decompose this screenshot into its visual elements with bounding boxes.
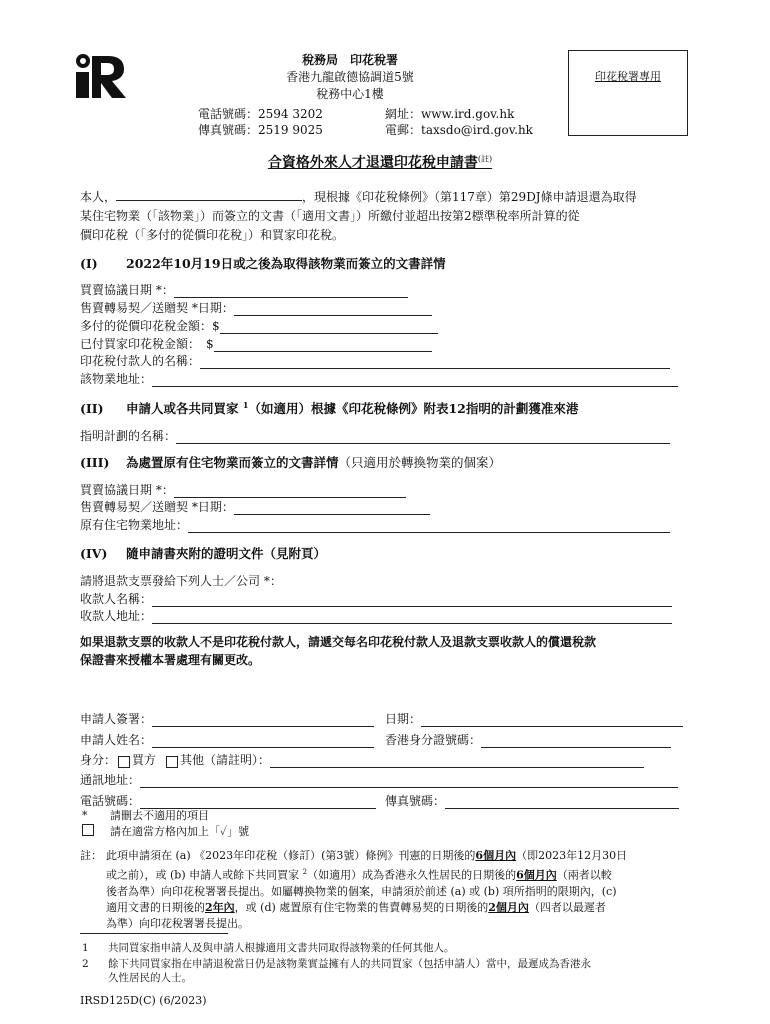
office-use-label: 印花稅署專用 [595, 70, 661, 83]
buyer-label: 買方 [132, 753, 157, 767]
payee-name [80, 590, 672, 607]
hkid-field [385, 731, 671, 748]
s3-original-address-input[interactable] [188, 520, 670, 533]
s1-agreement-date-input[interactable] [174, 285, 408, 298]
s1-payer-name-input[interactable] [200, 356, 670, 369]
applicant-fax-input[interactable] [445, 796, 679, 809]
s1-payer-name [80, 352, 670, 369]
payee-warning-line-1: 如果退款支票的收款人不是印花稅付款人，請遞交每名印花稅付款人及退款支票收款人的償還稅款 [80, 635, 597, 649]
note-line-2 [106, 864, 696, 884]
section-2-heading [80, 399, 578, 417]
s1-property-address-label: 該物業地址： [80, 372, 153, 386]
signature-label: 申請人簽署： [80, 712, 153, 726]
s3-assignment-date-label: 售賣轉易契／送贈契 *日期： [80, 500, 234, 514]
s1-assignment-date-input[interactable] [234, 303, 432, 316]
s1-agreement-date [80, 281, 408, 298]
note-line-2-c: （兩者以較 [556, 868, 612, 882]
section-2-title-b: （如適用）根據《印花稅條例》附表12指明的計劃獲准來港 [248, 401, 579, 416]
department-name: 稅務局 印花稅署 [301, 53, 398, 67]
s1-property-address-input[interactable] [152, 374, 678, 387]
note-label: 註： [80, 849, 102, 862]
applicant-fax-label: 傳真號碼： [385, 794, 446, 808]
legend-box-text: 請在適當方格內加上「✓」號 [110, 825, 250, 838]
section-2-title-a: 申請人或各共同買家 [126, 401, 243, 416]
section-3-title: 為處置原有住宅物業而簽立的文書詳情 [126, 455, 339, 470]
note-line-5: 為準）向印花稅署署長提出。 [106, 916, 249, 930]
buyer-checkbox[interactable] [118, 756, 130, 768]
note-line-4-b: ，或 (d) 處置原有住宅物業的售賣轉易契的日期後的 [234, 900, 489, 914]
intro-line-2: 某住宅物業（「該物業」）而簽立的文書（「適用文書」）所繳付並超出按第2標準稅率所計算的從 [80, 209, 580, 223]
s3-agreement-date [80, 481, 406, 498]
footnote-1-number: 1 [82, 942, 89, 954]
other-specify-input[interactable] [270, 755, 644, 768]
applicant-fax-field [385, 792, 679, 809]
note-line-4-deadline-2: 2個月內 [488, 900, 529, 914]
payee-name-label: 收款人名稱： [80, 592, 153, 606]
note-line-3: 後者為準）向印花稅署署長提出。如屬轉換物業的個案，申請須於前述 (a) 或 (b) 項所指明的限期內，(c) [106, 884, 617, 898]
section-4-title: 隨申請書夾附的證明文件（見附頁） [126, 546, 327, 561]
capacity-label: 身分： [80, 753, 117, 767]
footnote-2-mark: 2 [302, 868, 308, 876]
s1-assignment-date-label: 售賣轉易契／送贈契 *日期： [80, 301, 234, 315]
email: 電郵：taxsdo@ird.gov.hk [385, 123, 533, 137]
applicant-phone-label: 電話號碼： [80, 794, 141, 808]
applicant-name-input[interactable] [152, 735, 374, 748]
s2-scheme-name [80, 427, 670, 444]
footnote-1-text: 共同買家指申請人及與申請人根據適用文書共同取得該物業的任何其他人。 [108, 942, 455, 954]
form-title-text: 合資格外來人才退還印花稅申請書 [267, 155, 478, 171]
note-line-1 [106, 848, 696, 864]
capacity-field [80, 751, 644, 768]
s1-assignment-date [80, 299, 432, 316]
section-3-number: (III) [80, 455, 110, 470]
office-use-box [568, 50, 688, 136]
section-4-heading [80, 544, 326, 562]
form-title [200, 152, 560, 172]
s2-scheme-name-input[interactable] [176, 431, 670, 444]
footnote-2-line-1: 餘下共同買家指在申請退稅當日仍是該物業實益擁有人的共同買家（包括申請人）當中，最遲成為香港永 [108, 958, 591, 970]
s1-bsd-paid [80, 335, 432, 352]
payee-warning-line-2: 保證書來授權本署處理有關更改。 [80, 653, 261, 667]
s3-original-address-label: 原有住宅物業地址： [80, 518, 189, 532]
note-line-4-a: 適用文書的日期後的 [106, 900, 205, 914]
intro-line-1 [80, 188, 637, 207]
s1-overpaid-duty [80, 317, 438, 334]
note-line-4-deadline: 2年內 [205, 900, 235, 914]
signature-field [80, 710, 374, 727]
website: 網址：www.ird.gov.hk [385, 107, 515, 121]
footnote-2-number: 2 [82, 958, 89, 970]
s3-assignment-date [80, 498, 430, 515]
s1-bsd-paid-label: 已付買家印花稅金額： $ [80, 337, 214, 351]
note-line-2-a: 或之前），或 (b) 申請人或餘下共同買家 [106, 868, 303, 882]
note-line-2-b: （如適用）成為香港永久性居民的日期後的 [307, 868, 517, 882]
payee-address-input[interactable] [152, 611, 672, 624]
correspondence-address-label: 通訊地址： [80, 773, 141, 787]
footnote-2-line-2: 久性居民的人士。 [108, 972, 192, 984]
section-2-number: (II) [80, 401, 104, 416]
applicant-name-blank[interactable] [116, 188, 302, 201]
note-line-1-deadline: 6個月內 [475, 849, 517, 862]
other-label: 其他（請註明）： [180, 753, 271, 767]
correspondence-address-field [80, 771, 678, 788]
hkid-input[interactable] [481, 735, 671, 748]
s1-property-address [80, 370, 678, 387]
hkid-label: 香港身分證號碼： [385, 733, 482, 747]
address-line-1: 香港九龍啟德協調道5號 [286, 70, 414, 84]
section-1-heading [80, 254, 446, 272]
footnote-1-mark: 1 [242, 399, 249, 410]
note-line-4 [106, 900, 696, 916]
section-3-note: （只適用於轉換物業的個案） [338, 455, 502, 470]
intro-prefix: 本人， [80, 190, 117, 204]
s1-overpaid-duty-input[interactable] [220, 321, 438, 334]
payee-intro: 請將退款支票發給下列人士／公司 *： [80, 574, 282, 588]
header-address-block [200, 52, 500, 103]
s3-original-address [80, 516, 670, 533]
payee-name-input[interactable] [152, 594, 672, 607]
intro-suffix: ，現根據《印花稅條例》（第117章）第29DJ條申請退還為取得 [302, 190, 637, 204]
section-1-number: (I) [80, 256, 98, 271]
fax-number: 傳真號碼：2519 9025 [198, 123, 323, 137]
legend-star-text: 請刪去不適用的項目 [110, 809, 209, 822]
applicant-name-label: 申請人姓名： [80, 733, 153, 747]
date-label: 日期： [385, 712, 422, 726]
address-line-2: 稅務中心1樓 [316, 87, 384, 101]
legend-star-mark: * [82, 809, 88, 822]
other-checkbox[interactable] [166, 756, 178, 768]
s3-assignment-date-input[interactable] [234, 502, 430, 515]
applicant-phone-field [80, 792, 376, 809]
payee-address-label: 收款人地址： [80, 609, 153, 623]
legend-box [80, 824, 96, 840]
section-3-heading [80, 453, 501, 471]
date-field [385, 710, 683, 727]
s1-bsd-paid-input[interactable] [214, 339, 432, 352]
correspondence-address-input[interactable] [140, 775, 678, 788]
intro-line-3: 價印花稅（「多付的從價印花稅」）和買家印花稅。 [80, 228, 345, 242]
ird-logo [74, 52, 126, 98]
note-line-1-a: 此項申請須在 (a) 《2023年印花稅（修訂）(第3號）條例》刊憲的日期後的 [106, 849, 476, 862]
s3-agreement-date-label: 買賣協議日期 *： [80, 483, 174, 497]
s1-payer-name-label: 印花稅付款人的名稱： [80, 354, 201, 368]
title-note-mark: (註) [477, 154, 493, 164]
form-code: IRSD125D(C) (6/2023) [80, 994, 207, 1007]
phone-number: 電話號碼：2594 3202 [198, 107, 323, 121]
s3-agreement-date-input[interactable] [174, 485, 406, 498]
signature-input[interactable] [152, 714, 374, 727]
note-line-2-deadline: 6個月內 [516, 868, 557, 882]
s2-scheme-name-label: 指明計劃的名稱： [80, 429, 177, 443]
payee-address [80, 607, 672, 624]
date-input[interactable] [421, 714, 683, 727]
section-1-title: 2022年10月19日或之後為取得該物業而簽立的文書詳情 [126, 256, 446, 271]
note-line-4-c: （四者以最遲者 [528, 900, 606, 914]
footnote-2-text [108, 957, 698, 985]
s1-overpaid-duty-label: 多付的從價印花稅金額：$ [80, 319, 220, 333]
legend-checkbox-icon [82, 824, 94, 836]
footnote-divider [80, 933, 228, 934]
section-4-number: (IV) [80, 546, 108, 561]
note-line-1-b: （即2023年12月30日 [516, 849, 628, 862]
note-body [106, 848, 696, 932]
s1-agreement-date-label: 買賣協議日期 *： [80, 283, 174, 297]
applicant-name-field [80, 731, 374, 748]
